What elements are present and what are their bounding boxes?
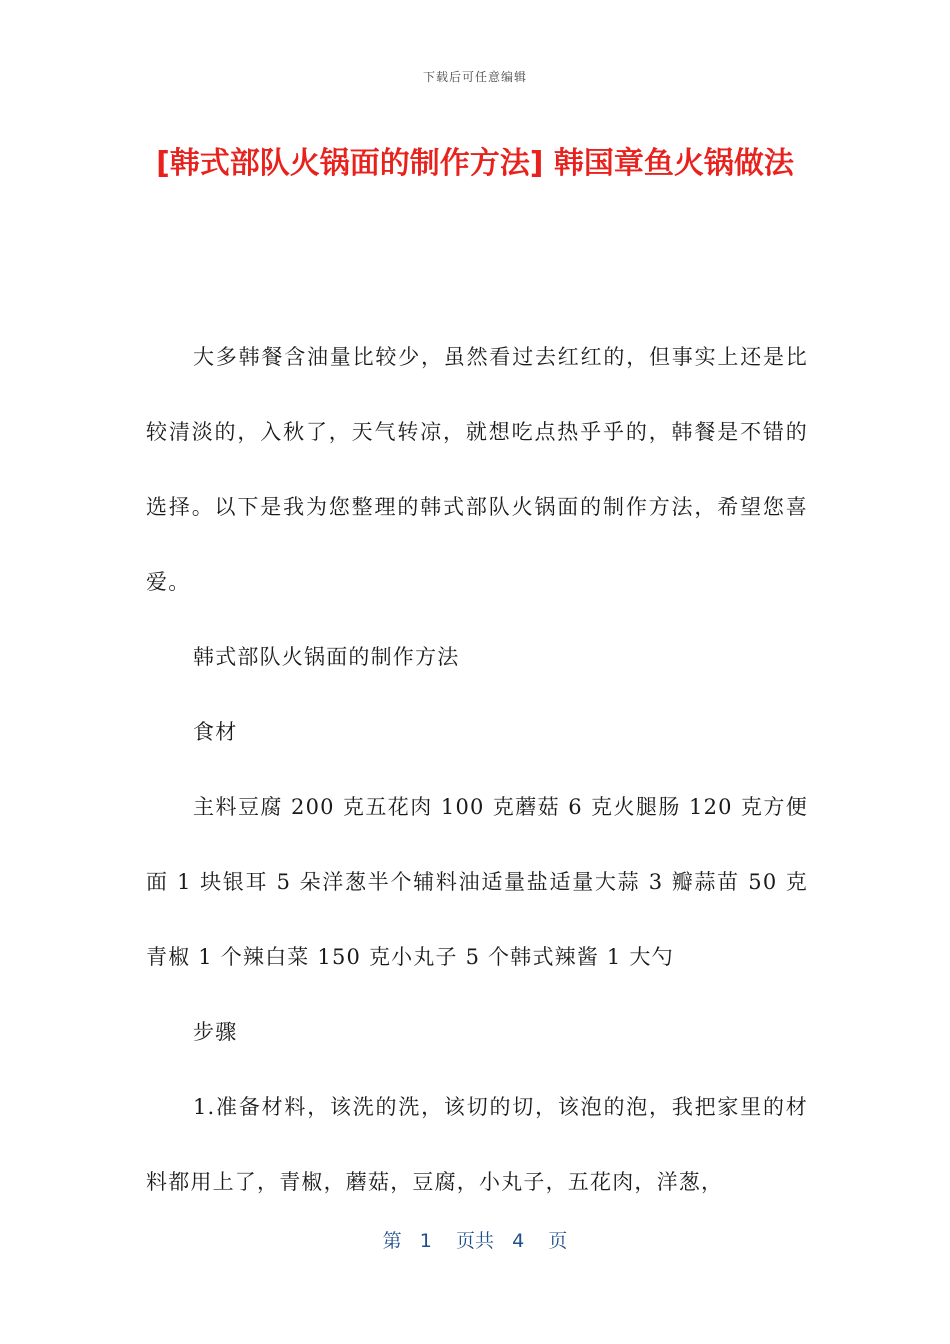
ingredients-paragraph: 主料豆腐 200 克五花肉 100 克蘑菇 6 克火腿肠 120 克方便面 1 块银耳 5 朵洋葱半个辅料油适量盐适量大蒜 3 瓣蒜苗 50 克青椒 1 个辣白菜 150 克小丸子 5 个韩式辣酱 1 大勺 (146, 795, 808, 969)
section-heading-method: 韩式部队火锅面的制作方法 (193, 645, 460, 669)
page-suffix: 页 (548, 1230, 568, 1252)
document-title: [韩式部队火锅面的制作方法] 韩国章鱼火锅做法 (156, 146, 794, 181)
header-note: 下载后可任意编辑 (422, 70, 527, 84)
section-heading-steps: 步骤 (193, 1020, 238, 1044)
page-footer (0, 1226, 950, 1253)
page-middle: 页共 (455, 1230, 494, 1252)
step-1-paragraph: 1.准备材料，该洗的洗，该切的切，该泡的泡，我把家里的材料都用上了，青椒，蘑菇，豆腐，小丸子，五花肉，洋葱， (146, 1095, 808, 1194)
page-prefix: 第 (382, 1230, 402, 1252)
document-body (146, 320, 808, 1220)
page-total: 4 (512, 1230, 525, 1252)
page-number: 1 (419, 1230, 432, 1252)
intro-paragraph: 大多韩餐含油量比较少，虽然看过去红红的，但事实上还是比较清淡的，入秋了，天气转凉，就想吃点热乎乎的，韩餐是不错的选择。以下是我为您整理的韩式部队火锅面的制作方法，希望您喜爱。 (146, 345, 808, 594)
section-heading-ingredients: 食材 (193, 720, 238, 744)
